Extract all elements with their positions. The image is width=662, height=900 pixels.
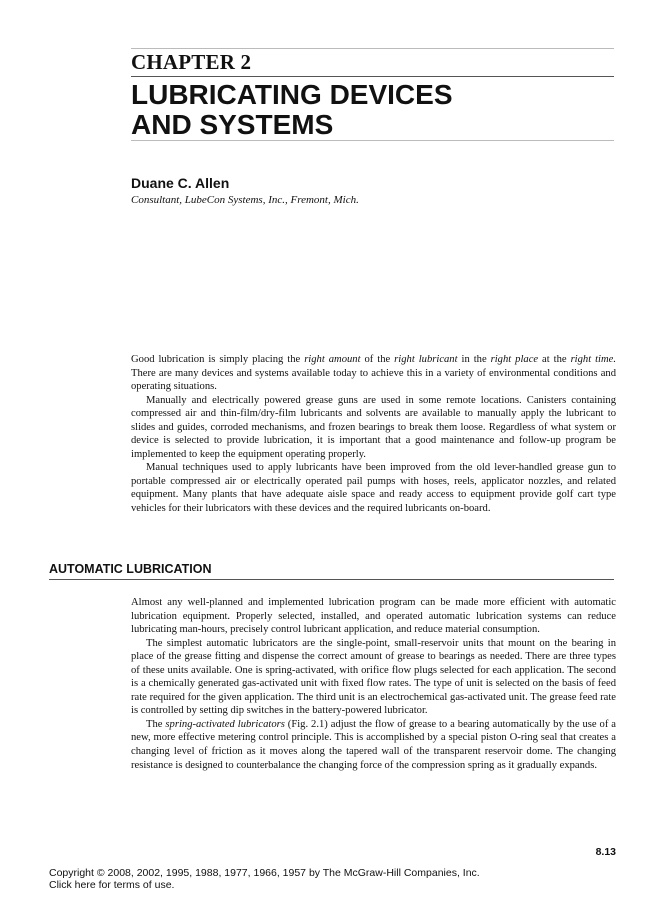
header-bottom-rule	[131, 140, 614, 141]
chapter-number: CHAPTER 2	[131, 50, 252, 74]
intro-paragraph-3: Manual techniques used to apply lubricants have been improved from the old lever-handled grease gun to portable compressed air or electrically operated pail pumps with hoses, reels, applicator nozzles, and related equipment. Many plants that have adequate aisle space and ready access to equipment provide golf cart type vehicles for their lubricators with these devices and the required lubricants on-board.	[131, 462, 616, 515]
section-text	[131, 596, 616, 772]
author-name: Duane C. Allen	[131, 175, 230, 191]
section-paragraph-3	[131, 718, 616, 772]
section-heading-rule	[49, 579, 614, 580]
text-run: There are many devices and systems available today to achieve this in a variety of environmental conditions and operating situations.	[131, 367, 616, 393]
emphasis: right amount	[304, 354, 361, 365]
intro-text	[131, 353, 616, 516]
intro-paragraph-2: Manually and electrically powered grease guns are used in some remote locations. Canisters containing compressed air and thin-film/dry-film lubricants and solvents are available to manually apply the lubricant to slides and guides, corroded mechanisms, and frozen bearings to break them loose. Regardless of what system or device is selected to provide lubrication, it is important that a good maintenance and follow-up program be implemented to keep the equipment operating properly.	[131, 394, 616, 460]
intro-paragraph-1	[131, 353, 616, 394]
section-paragraph-2: The simplest automatic lubricators are the single-point, small-reservoir units that mount on the bearing in place of the grease fitting and dispense the correct amount of grease to bearings as needed. There are three types of these units available. One is spring-activated, with orifice flow plugs selected for each application. The second is a chemically generated gas-activated unit with fixed flow rates. The type of unit is selected on the basis of feed rate required for the given application. The third unit is an electrochemical gas-activated unit. The grease feed rate is controlled by setting dip switches in the battery-powered lubricator.	[131, 637, 616, 717]
emphasis: spring-activated lubricators	[165, 718, 285, 730]
header-top-rule	[131, 48, 614, 49]
emphasis: right lubricant	[394, 354, 458, 365]
text-run: (Fig. 2.1) adjust the flow of grease to a bearing automatically by the use of a new, more effective metering control principle. This is accomplished by a special piston O-ring seal that creates a changing level of friction as it moves along the tapered wall of the transparent reservoir dome. The changing resistance is designed to counterbalance the changing force of the compression spring as it gradually expands.	[131, 718, 617, 771]
page-number: 8.13	[595, 846, 616, 858]
emphasis: right time.	[570, 354, 617, 365]
text-run: of the	[360, 354, 395, 365]
chapter-title	[131, 80, 631, 140]
footer	[49, 867, 480, 891]
section-paragraph-1: Almost any well-planned and implemented lubrication program can be made more efficient with automatic lubrication equipment. Properly selected, installed, and operated automatic lubrication systems can reduce lubricating man-hours, precisely control lubricant application, and reduce material consumption.	[131, 597, 616, 636]
text-run: Good lubrication is simply placing the	[131, 354, 305, 365]
chapter-title-line-2: AND SYSTEMS	[131, 109, 334, 140]
terms-of-use-link[interactable]: Click here for terms of use.	[49, 879, 175, 891]
text-run: in the	[457, 354, 491, 365]
chapter-title-line-1: LUBRICATING DEVICES	[131, 79, 453, 110]
chapter-number-rule	[131, 76, 614, 77]
text-run: at the	[538, 354, 571, 365]
copyright-notice: Copyright © 2008, 2002, 1995, 1988, 1977, 1966, 1957 by The McGraw-Hill Companies, Inc.	[49, 867, 480, 879]
text-run: The	[146, 718, 166, 730]
author-affiliation: Consultant, LubeCon Systems, Inc., Fremont, Mich.	[131, 194, 359, 206]
section-heading: AUTOMATIC LUBRICATION	[49, 562, 212, 576]
emphasis: right place	[490, 354, 539, 365]
